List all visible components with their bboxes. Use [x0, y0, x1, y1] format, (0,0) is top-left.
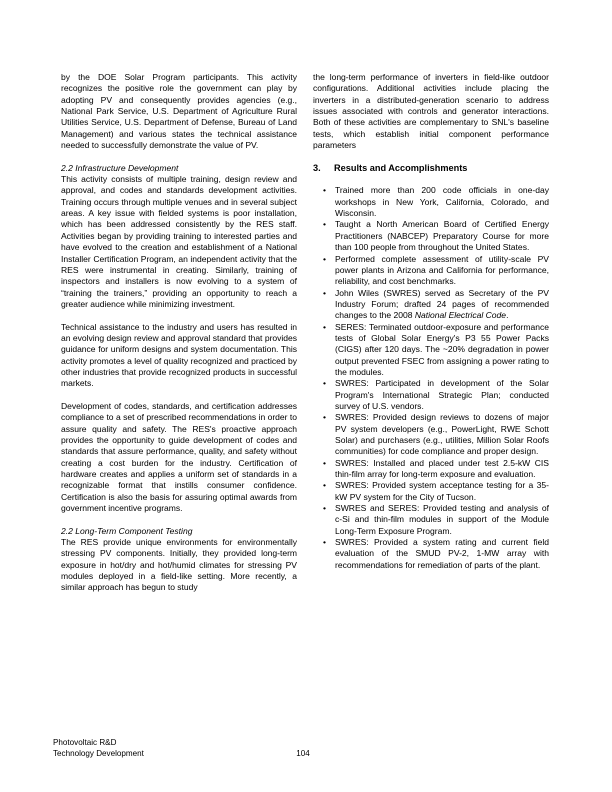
plain-text: SWRES and SERES: Provided testing and analysis of c-Si and thin-film modules in support of the Module Long-Term Exposure Program.	[335, 503, 549, 536]
list-item	[313, 219, 549, 253]
bullet-icon: •	[323, 378, 326, 389]
list-item	[313, 185, 549, 219]
plain-text: SWRES: Provided design reviews to dozens of major PV system developers (e.g., PowerLight, RWE Schott Solar) and purchasers (e.g., utilities, Million Solar Roofs communities) for code compliance and proper design.	[335, 412, 549, 457]
list-item-text	[335, 254, 549, 287]
footer-line-1: Photovoltaic R&D	[53, 738, 117, 747]
list-item	[313, 254, 549, 288]
paragraph-infrastructure-2: Technical assistance to the industry and users has resulted in an evolving design review and approval standard that provides guidance for uniform designs and system documentation. This activity promotes a level of quality recognized and practiced by other industries that provide recognized products in successful markets.	[61, 321, 297, 389]
paragraph-continued-right: the long-term performance of inverters in field-like outdoor configurations. Additional activities include placing the inverters in a distributed-generation scenario to address issues associated with controls and generator interactions. Both of these activities are complementary to SNL's baseline tests, which establish initial component performance parameters	[313, 72, 549, 151]
bullet-icon: •	[323, 219, 326, 230]
bullet-icon: •	[323, 321, 326, 332]
heading-results-and-accomplishments	[313, 163, 549, 174]
bullet-icon: •	[323, 503, 326, 514]
list-item-text	[335, 537, 549, 570]
list-item-text	[335, 412, 549, 456]
paragraph-long-term-testing: The RES provide unique environments for environmentally stressing PV components. Initially, they provided long-term exposure in hot/dry and hot/humid climates for stressing PV modules deployed in a field-like setting. More recently, a similar approach has begun to study	[61, 537, 297, 593]
bullet-icon: •	[323, 412, 326, 423]
list-item-text	[335, 503, 549, 536]
heading-infrastructure-development: 2.2 Infrastructure Development	[61, 162, 179, 173]
paragraph-spacer	[313, 151, 549, 162]
list-item-text	[335, 378, 549, 411]
plain-text: SWRES: Provided system acceptance testing for a 35-kW PV system for the City of Tucson.	[335, 480, 549, 502]
paragraph-infrastructure-3: Development of codes, standards, and certification addresses compliance to a set of prescribed recommendations in order to assure quality and safety. The RES's proactive approach provides the opportunity to guide development of codes and standards that assure performance, quality, and safety without creating a cost burden for the industry. Certification of hardware creates and applies a uniform set of standards in a recognizable format that instills consumer confidence. Certification is also the basis for assuring optimal awards from government incentive programs.	[61, 400, 297, 514]
left-column	[61, 72, 297, 594]
heading-number: 3.	[313, 162, 321, 173]
paragraph-spacer	[61, 390, 297, 401]
list-item	[313, 480, 549, 503]
heading-title: Results and Accomplishments	[334, 162, 468, 173]
plain-text: .	[506, 310, 509, 321]
bullet-icon: •	[323, 537, 326, 548]
emphasised-text: National Electrical Code	[414, 310, 507, 321]
list-item-text	[335, 322, 549, 377]
list-item	[313, 288, 549, 322]
list-item-text	[335, 480, 549, 501]
two-column-body	[61, 72, 550, 722]
list-item-text	[335, 219, 549, 252]
bullet-icon: •	[323, 185, 326, 196]
paragraph-infrastructure-1: This activity consists of multiple training, design review and approval, and codes and standards development activities. Training occurs through multiple venues and in several subject areas. A key issue with fielded systems is poor installation, which has been addressed consistently by the RES staff. Activities began by providing training to interested parties and have evolved to the creation and establishment of a National Installer Certification Program, an independent activity that the RES were instrumental in creating. Similarly, training of inspectors and installers is now evolving to a system of “training the trainers,” providing an opportunity to reach a greater audience while minimizing investment.	[61, 174, 297, 309]
bullet-icon: •	[323, 253, 326, 264]
paragraph-spacer	[61, 514, 297, 525]
page-number: 104	[296, 749, 310, 759]
list-item	[313, 537, 549, 571]
list-item	[313, 412, 549, 457]
list-item	[313, 378, 549, 412]
plain-text: SWRES: Installed and placed under test 2.5-kW CIS thin-film array for long-term exposure and evaluation.	[335, 457, 549, 480]
list-item-text	[335, 185, 549, 218]
results-bullet-list	[313, 185, 549, 571]
bullet-icon: •	[323, 287, 326, 298]
plain-text: Taught a North American Board of Certified Energy Practitioners (NABCEP) Preparatory Course for more than 100 people from throughout the United States.	[335, 219, 549, 253]
paragraph-spacer	[313, 174, 549, 185]
bullet-icon: •	[323, 480, 326, 491]
plain-text: Performed complete assessment of utility-scale PV power plants in Arizona and California for performance, reliability, and cost benchmarks.	[335, 253, 549, 287]
list-item	[313, 458, 549, 481]
right-column	[313, 72, 549, 571]
paragraph-spacer	[61, 310, 297, 321]
bullet-icon: •	[323, 457, 326, 468]
list-item	[313, 503, 549, 537]
list-item-text	[335, 458, 549, 479]
list-item-text	[335, 288, 549, 321]
plain-text: SERES: Terminated outdoor-exposure and performance tests of Global Solar Energy's P3 55 Power Packs (CIGS) after 120 days. The ~20% degradation in power output prevented FSEC from assigning a power rating to the modules.	[335, 321, 549, 377]
footer-line-2: Technology Development	[53, 749, 144, 759]
plain-text: John Wiles (SWRES) served as Secretary of the PV Industry Forum; drafted 24 pages of recommended changes to the 2008	[335, 287, 549, 321]
plain-text: Trained more than 200 code officials in one-day workshops in New York, California, Colorado, and Wisconsin.	[335, 185, 549, 219]
paragraph-spacer	[61, 151, 297, 162]
heading-long-term-component-testing: 2.2 Long-Term Component Testing	[61, 525, 193, 536]
page-footer	[53, 737, 559, 761]
paragraph-continued-left: by the DOE Solar Program participants. This activity recognizes the positive role the government can play by adopting PV and consequently provides agencies (e.g., National Park Service, U.S. Department of Agriculture Rural Utilities Service, U.S. Department of Defense, Bureau of Land Management) and various states the technical assistance needed to successfully demonstrate the value of PV.	[61, 72, 297, 151]
plain-text: SWRES: Provided a system rating and current field evaluation of the SMUD PV-2, 1-MW array with recommendations for remediation of parts of the plant.	[335, 537, 549, 570]
plain-text: SWRES: Participated in development of the Solar Program's International Strategic Plan; conducted survey of U.S. vendors.	[335, 378, 549, 411]
list-item	[313, 322, 549, 379]
